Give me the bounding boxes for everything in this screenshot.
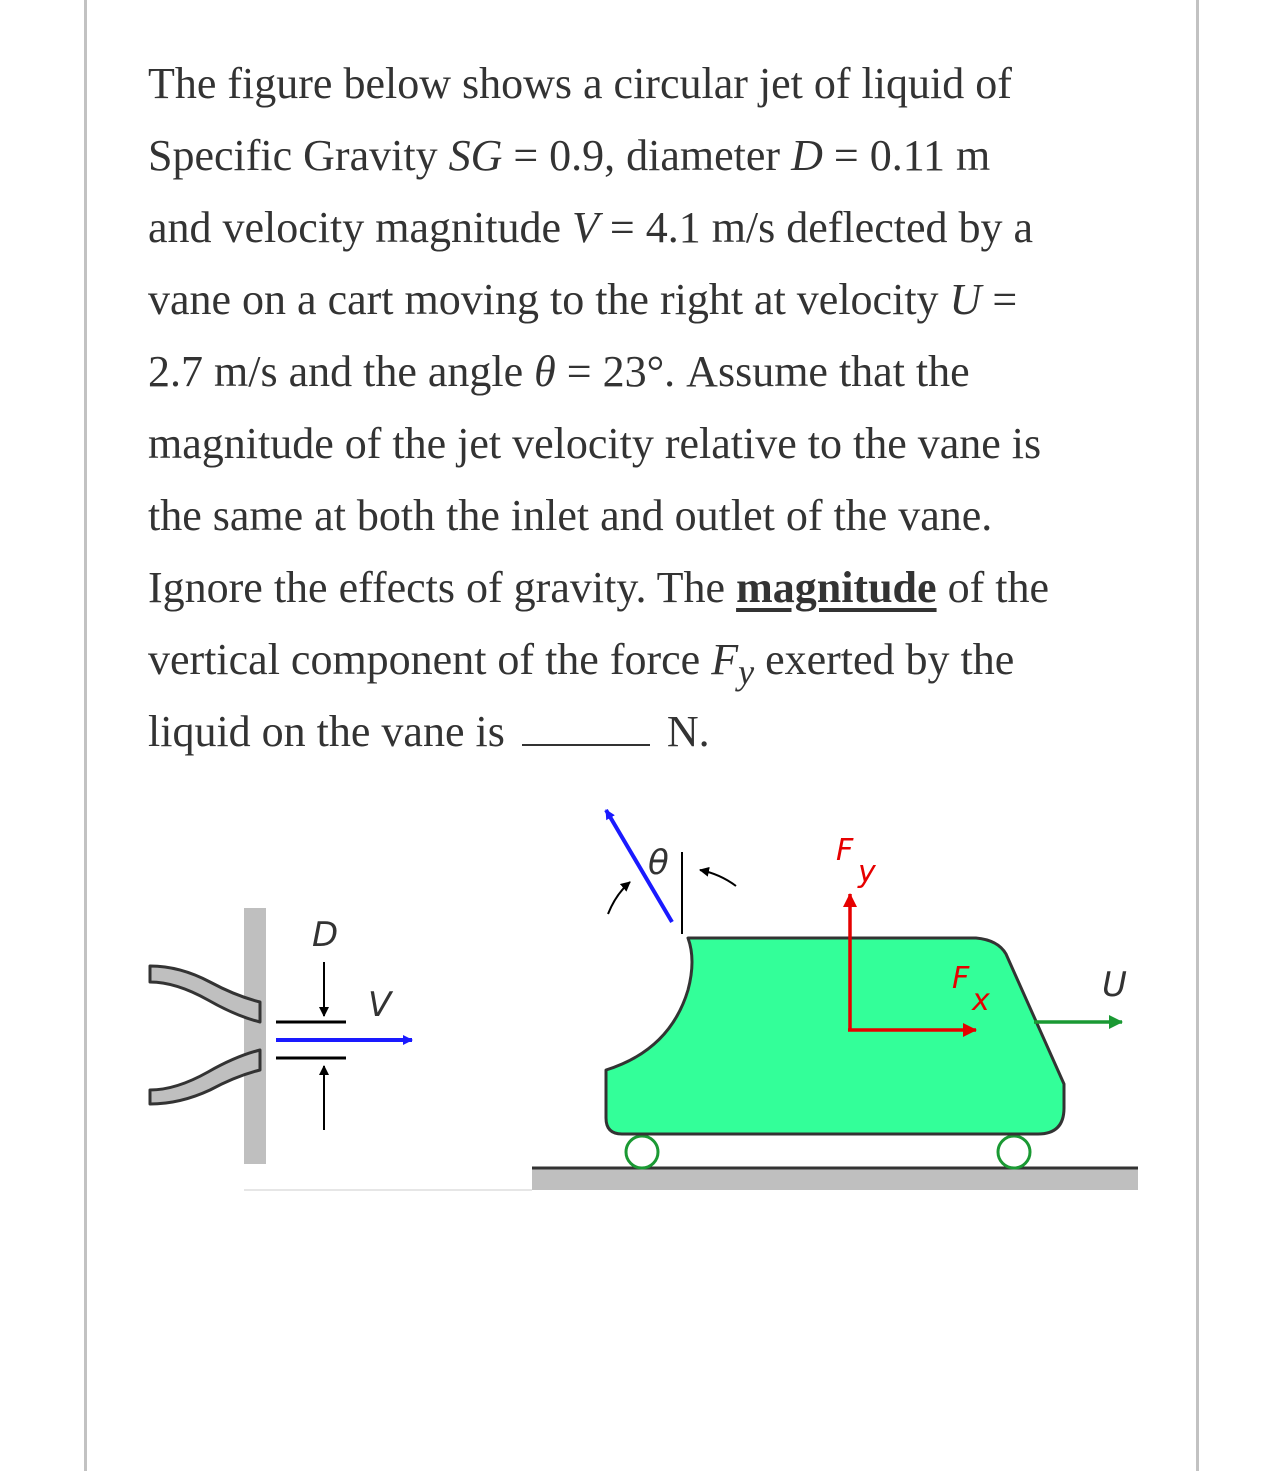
diameter-symbol: D [791,131,823,180]
line-3-text-a: and velocity magnitude [148,203,572,252]
problem-line-10 [148,696,1148,768]
right-border [1196,0,1199,1471]
magnitude-emphasis: magnitude [736,563,937,612]
left-border [84,0,87,1471]
velocity-symbol: V [572,203,599,252]
jet [276,915,412,1130]
line-5-text-a: 2.7 m/s and the angle [148,347,535,396]
nozzle-lower-lip [150,1050,260,1104]
problem-line-7 [148,480,1148,552]
nozzle-upper-lip [150,966,260,1022]
line-4-text-b: = [981,275,1018,324]
line-4-text-a: vane on a cart moving to the right at velocity [148,275,950,324]
deflected-jet [606,810,736,934]
force-subscript: y [738,652,755,692]
front-wheel [998,1136,1030,1168]
nozzle [150,908,266,1164]
answer-blank [522,710,650,746]
line-2-text-c: = 0.11 m [822,131,991,180]
cart-velocity-label: U [1102,965,1127,1005]
fy-label-sub: y [858,855,876,890]
line-9-text-b: exerted by the [754,635,1015,684]
line-9-text-a: vertical component of the force [148,635,712,684]
line-10-text-a: liquid on the vane is [148,707,516,756]
cart-body [606,938,1064,1134]
line-7-text: the same at both the inlet and outlet of the vane. [148,491,993,540]
problem-line-9 [148,624,1148,696]
line-8-text-b: of the [936,563,1049,612]
problem-line-3 [148,192,1148,264]
line-2-text-b: = 0.9, diameter [502,131,792,180]
problem-line-5 [148,336,1148,408]
angle-arc-right [700,870,736,886]
angle-symbol: θ [534,347,556,396]
force-symbol: F [711,635,739,684]
problem-statement [148,48,1148,768]
line-1-text: The figure below shows a circular jet of liquid of [148,59,1012,108]
problem-line-8 [148,552,1148,624]
problem-line-1 [148,48,1148,120]
fx-label-sub: x [972,983,990,1018]
line-6-text: magnitude of the jet velocity relative to the vane is [148,419,1042,468]
jet-vane-cart-figure [140,790,1150,1210]
line-5-text-b: = 23°. Assume that the [555,347,970,396]
rear-wheel [626,1136,658,1168]
line-2-text-a: Specific Gravity [148,131,449,180]
line-3-text-b: = 4.1 m/s deflected by a [598,203,1034,252]
problem-line-2 [148,120,1148,192]
diameter-label: D [312,915,339,955]
line-8-text-a: Ignore the effects of gravity. The [148,563,737,612]
angle-label: θ [648,843,669,883]
problem-line-6 [148,408,1148,480]
angle-arc-left [608,882,630,914]
problem-line-4 [148,264,1148,336]
fy-label-main: F [836,833,854,868]
line-10-text-b: N. [655,707,710,756]
fx-label-main: F [952,961,970,996]
specific-gravity-symbol: SG [448,131,503,180]
jet-velocity-label: V [368,985,392,1025]
cart-velocity-symbol: U [949,275,982,324]
ground [532,1168,1138,1190]
nozzle-wall [244,908,266,1164]
